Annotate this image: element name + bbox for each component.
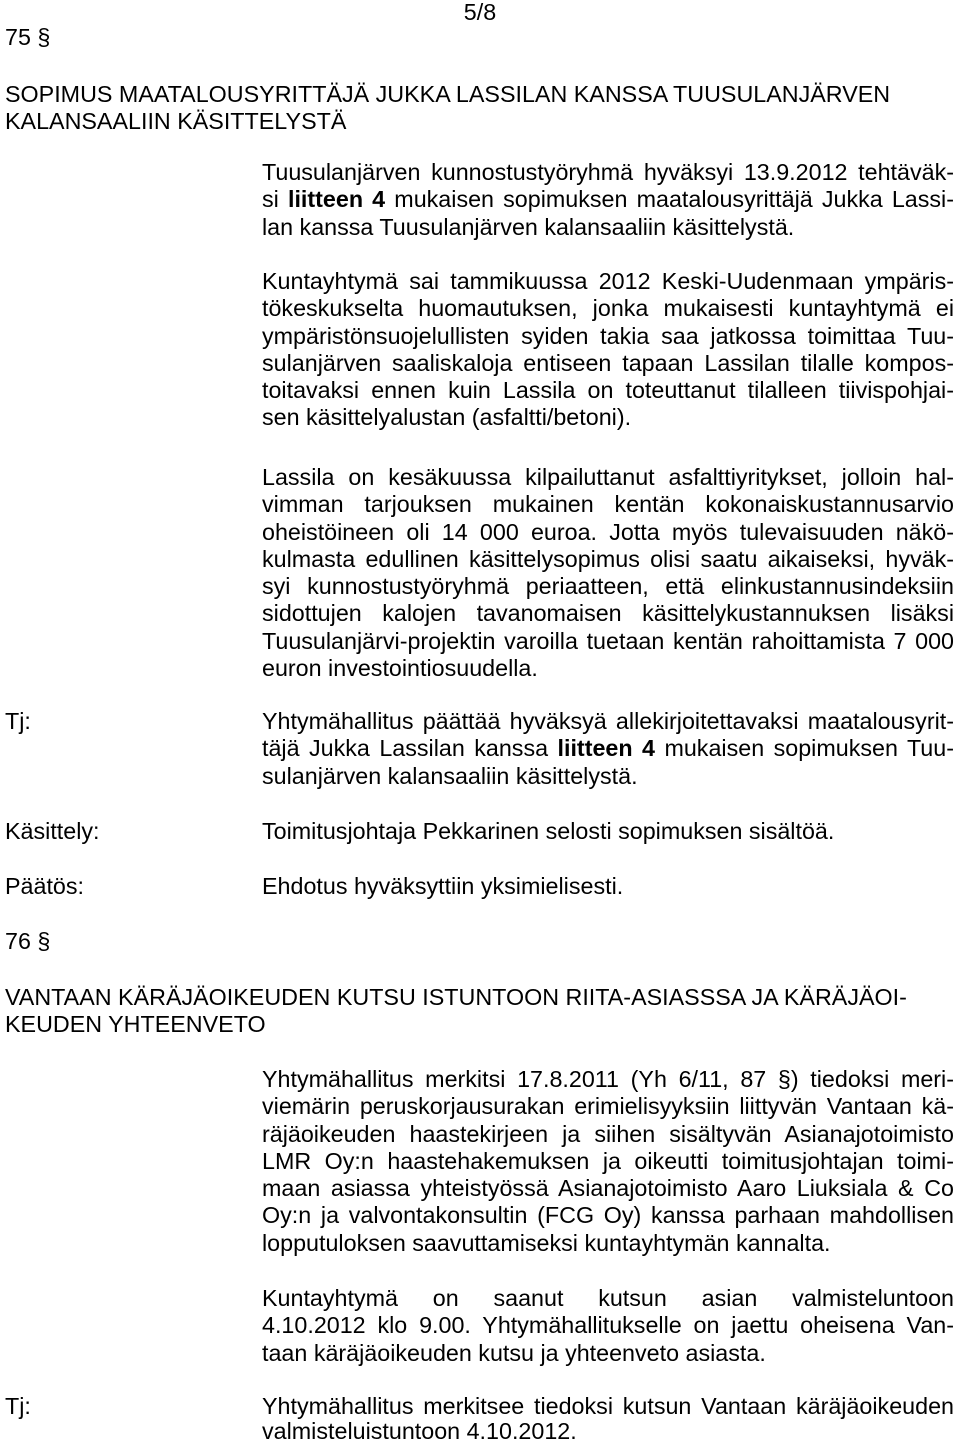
paragraph-line: Toimitusjohtaja Pekkarinen selosti sopimuksen sisältöä. (262, 818, 835, 844)
paragraph-line: viemärin peruskorjausurakan erimielisyyksiin liittyvän Vantaan kä- (262, 1093, 954, 1120)
text-segment: mukaisen sopimuksen maatalousyrittäjä Jukka Lassi- (385, 186, 954, 213)
paragraph-line: LMR Oy:n haastehakemuksen ja oikeutti toimitusjohtajan toimi- (262, 1147, 954, 1174)
text-segment: si (262, 186, 288, 213)
paragraph-line: lopputuloksen saavuttamiseksi kuntayhtymän kannalta. (262, 1229, 831, 1256)
section-number: 75 § (5, 24, 51, 50)
paragraph (262, 464, 954, 682)
paragraph-line (262, 186, 954, 213)
paragraph-line: Kuntayhtymä sai tammikuussa 2012 Keski-Uudenmaan ympäris- (262, 268, 954, 294)
section-number: 76 § (5, 928, 51, 954)
paragraph-line: euron investointiosuudella. (262, 655, 538, 682)
paragraph-line: Lassila on kesäkuussa kilpailuttanut asfalttiyritykset, jolloin hal- (262, 464, 954, 490)
handling-label: Käsittely: (5, 818, 100, 844)
proposal-label: Tj: (5, 1393, 31, 1419)
text-segment: mukaisen sopimuksen Tuu- (655, 735, 954, 762)
paragraph-line: Oy:n ja valvontakonsultin (FCG Oy) kanssa parhaan mahdollisen (262, 1202, 954, 1229)
paragraph-line: Kuntayhtymä on saanut kutsun asian valmisteluntoon (262, 1285, 954, 1311)
paragraph-line: ympäristönsuojelullisten syiden takia saa jatkossa toimittaa Tuu- (262, 322, 954, 349)
page-number: 5/8 (463, 0, 497, 25)
decision-label: Päätös: (5, 873, 85, 899)
paragraph (262, 268, 954, 432)
bold-text: liitteen 4 (557, 735, 655, 762)
title-line: VANTAAN KÄRÄJÄOIKEUDEN KUTSU ISTUNTOON RIITA-ASIASSSA JA KÄRÄJÄOI- (5, 984, 907, 1010)
paragraph-line: räjäoikeuden haastekirjeen ja siihen sisältyvän Asianajotoimisto (262, 1120, 954, 1147)
proposal-text (262, 708, 954, 790)
paragraph (262, 159, 954, 241)
handling-text (262, 818, 954, 845)
paragraph-line: sulanjärven saaliskaloja entiseen tapaan Lassilan tilalle kompos- (262, 349, 954, 376)
proposal-text (262, 1394, 954, 1443)
bold-text: liitteen 4 (287, 186, 386, 213)
decision-text (262, 873, 954, 900)
paragraph (262, 1066, 954, 1257)
paragraph-line: lan kanssa Tuusulanjärven kalansaaliin käsittelystä. (262, 213, 795, 240)
paragraph-line: sen käsittelyalustan (asfaltti/betoni). (262, 404, 632, 431)
paragraph (262, 1285, 954, 1367)
paragraph-line: sulanjärven kalansaaliin käsittelystä. (262, 762, 638, 789)
title-line: SOPIMUS MAATALOUSYRITTÄJÄ JUKKA LASSILAN KANSSA TUUSULANJÄRVEN (5, 81, 891, 107)
paragraph-line: 4.10.2012 klo 9.00. Yhtymähallitukselle on jaettu oheisena Van- (262, 1312, 954, 1339)
paragraph-line: maan asiassa yhteistyössä Asianajotoimisto Aaro Liuksiala & Co (262, 1175, 954, 1202)
paragraph-line: Yhtymähallitus merkitsee tiedoksi kutsun Vantaan käräjäoikeuden (262, 1393, 954, 1419)
section-title (5, 81, 955, 136)
paragraph-line: Tuusulanjärvi-projektin varoilla tuetaan kentän rahoittamista 7 000 (262, 627, 954, 654)
paragraph-line: valmisteluistuntoon 4.10.2012. (262, 1417, 577, 1444)
title-line: KALANSAALIIN KÄSITTELYSTÄ (5, 108, 347, 135)
paragraph-line: syi kunnostustyöryhmä periaatteen, että elinkustannusindeksiin (262, 573, 954, 600)
paragraph-line: toitavaksi ennen kuin Lassila on toteuttanut tilalleen tiivispohjai- (262, 377, 954, 404)
section-title (5, 984, 955, 1039)
proposal-label: Tj: (5, 708, 31, 734)
paragraph-line: vimman tarjouksen mukainen kentän kokonaiskustannusarvio (262, 491, 954, 518)
paragraph-line: Yhtymähallitus päättää hyväksyä allekirjoitettavaksi maatalousyrit- (262, 708, 954, 734)
title-line: KEUDEN YHTEENVETO (5, 1011, 266, 1038)
paragraph-line: sidottujen kalojen tavanomaisen käsittelykustannuksen lisäksi (262, 600, 954, 627)
paragraph-line: taan käräjäoikeuden kutsu ja yhteenveto asiasta. (262, 1339, 766, 1366)
paragraph-line (262, 735, 954, 762)
paragraph-line: kulmasta edullinen käsittelysopimus olisi saatu aikaiseksi, hyväk- (262, 545, 954, 572)
paragraph-line: oheistöineen oli 14 000 euroa. Jotta myös tulevaisuuden näkö- (262, 518, 954, 545)
paragraph-line: Tuusulanjärven kunnostustyöryhmä hyväksyi 13.9.2012 tehtäväk- (262, 159, 954, 185)
paragraph-line: Yhtymähallitus merkitsi 17.8.2011 (Yh 6/11, 87 §) tiedoksi meri- (262, 1066, 954, 1092)
paragraph-line: Ehdotus hyväksyttiin yksimielisesti. (262, 873, 624, 899)
paragraph-line: tökeskukselta huomautuksen, jonka mukaisesti kuntayhtymä ei (262, 295, 954, 322)
text-segment: täjä Jukka Lassilan kanssa (262, 735, 558, 762)
